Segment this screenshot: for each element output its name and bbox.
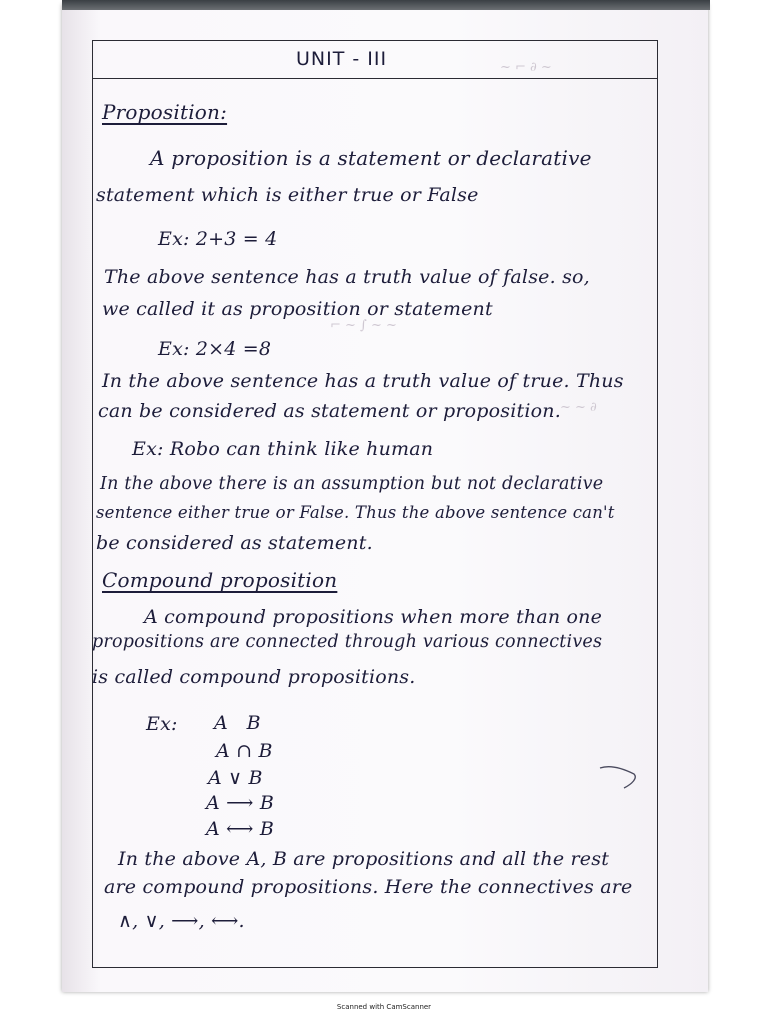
example-line: Ex: 2×4 =8 — [158, 338, 272, 360]
text-line: we called it as proposition or statement — [102, 298, 493, 320]
text-line: In the above sentence has a truth value of true. Thus — [102, 370, 624, 392]
text-line: propositions are connected through various connectives — [92, 632, 603, 652]
bleed-through-mark: ⌐ ~ ∫ ~ ~ — [330, 318, 397, 333]
text-line: statement which is either true or False — [96, 184, 479, 206]
header-rule — [92, 78, 658, 79]
bleed-through-mark: ~ ⌐ ∂ ~ — [500, 60, 552, 75]
text-line: be considered as statement. — [96, 532, 373, 554]
section-heading-compound-proposition: Compound proposition — [102, 568, 338, 592]
unit-title: UNIT - III — [296, 48, 388, 70]
text-line: ∧, ∨, ⟶, ⟷. — [118, 910, 245, 932]
page-top-edge — [62, 0, 710, 10]
section-heading-proposition: Proposition: — [102, 100, 228, 124]
example-line: Ex: Robo can think like human — [132, 438, 434, 460]
scanner-watermark: Scanned with CamScanner — [336, 1003, 432, 1011]
formula-line: A ∩ B — [216, 740, 273, 762]
formula-line: A ⟷ B — [206, 818, 275, 840]
text-line: In the above A, B are propositions and all the rest — [118, 848, 610, 870]
text-line: In the above there is an assumption but not declarative — [100, 474, 604, 494]
example-line: Ex: 2+3 = 4 — [158, 228, 278, 250]
example-label: Ex: — [146, 713, 178, 735]
text-line: are compound propositions. Here the connectives are — [104, 876, 633, 898]
text-line: can be considered as statement or proposition. — [98, 400, 561, 422]
formula-line: A B — [214, 712, 261, 734]
text-line: A proposition is a statement or declarative — [150, 146, 592, 170]
formula-line: A ∨ B — [208, 767, 263, 789]
text-line: sentence either true or False. Thus the above sentence can't — [96, 503, 615, 522]
pen-scribble-mark — [598, 762, 640, 792]
text-line: The above sentence has a truth value of false. so, — [104, 266, 590, 288]
text-line: is called compound propositions. — [92, 666, 416, 688]
bleed-through-mark: ~ ~ ∂ — [560, 400, 597, 415]
text-line: A compound propositions when more than one — [144, 606, 603, 628]
formula-line: A ⟶ B — [206, 792, 275, 814]
